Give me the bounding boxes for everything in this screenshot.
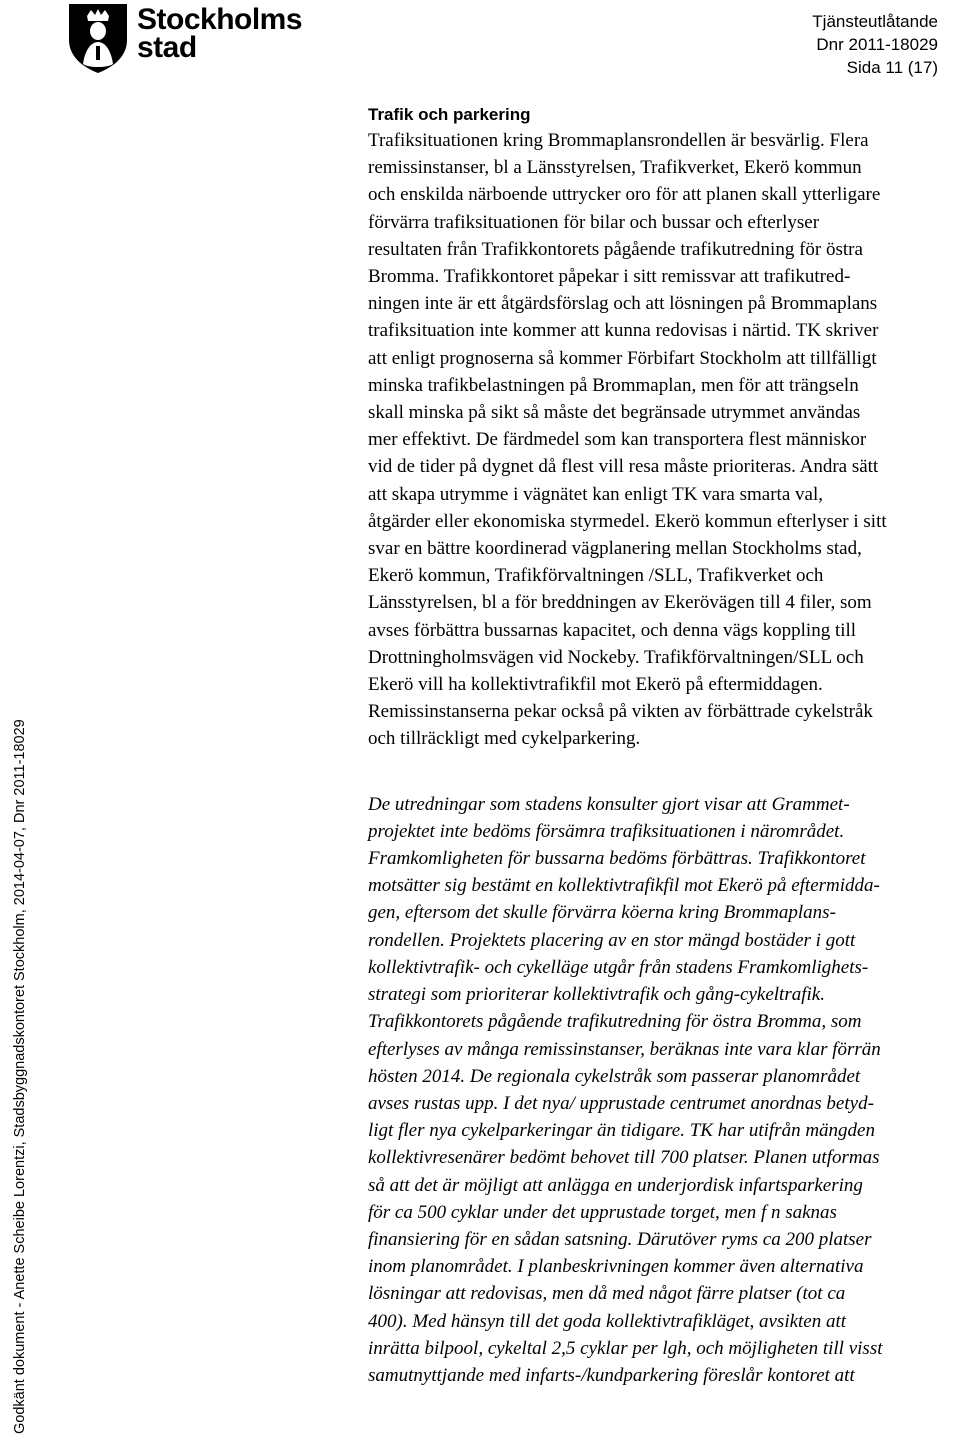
text-line: 400). Med hänsyn till det goda kollektivtrafikläget, avsikten att (368, 1310, 847, 1332)
text-line: De utredningar som stadens konsulter gjort visar att Grammet- (368, 793, 850, 815)
approval-sidebar-text: Godkänt dokument - Anette Scheibe Lorentzi, Stadsbyggnadskontoret Stockholm, 2014-04-07, Dnr 2011-18029 (12, 719, 28, 1434)
text-line: så att det är möjligt att anlägga en underjordisk infartsparkering (368, 1174, 863, 1196)
page-number: Sida 11 (17) (846, 58, 938, 77)
document-number: Dnr 2011-18029 (816, 35, 938, 54)
text-line: kollektivtrafik- och cykelläge utgår från stadens Framkomlighets- (368, 956, 869, 978)
text-line: lösningar att redovisas, men då med något färre platser (tot ca (368, 1283, 846, 1305)
text-line: och tillräckligt med cykelparkering. (368, 728, 641, 750)
text-line: mer effektivt. De färdmedel som kan transportera flest människor (368, 429, 867, 451)
text-line: skall minska på sikt så måste det begränsade utrymmet användas (368, 402, 861, 424)
text-line: kollektivresenärer bedömt behovet till 700 platser. Planen utformas (368, 1147, 880, 1169)
section-heading: Trafik och parkering (368, 105, 531, 124)
text-line: åtgärder eller ekonomiska styrmedel. Ekerö kommun efterlyser i sitt (368, 510, 887, 532)
paragraph-remissinstanser (368, 127, 943, 753)
text-line: för ca 500 cyklar under det upprustade torget, men f n saknas (368, 1201, 837, 1223)
main-content (368, 102, 943, 1389)
text-line: Trafiksituationen kring Brommaplansrondellen är besvärlig. Flera (368, 130, 869, 151)
text-line: inrätta bilpool, cykeltal 2,5 cyklar per lgh, och möjligheten till visst (368, 1337, 883, 1359)
text-line: Bromma. Trafikkontoret påpekar i sitt remissvar att trafikutred- (368, 266, 851, 288)
text-line: Remissinstanserna pekar också på vikten av förbättrade cykelstråk (368, 701, 873, 723)
text-line: resultaten från Trafikkontorets pågående trafikutredning för östra (368, 238, 863, 260)
text-line: inom planområdet. I planbeskrivningen kommer även alternativa (368, 1256, 864, 1278)
text-line: avses förbättra bussarnas kapacitet, och denna vägs koppling till (368, 619, 857, 641)
text-line: Ekerö kommun, Trafikförvaltningen /SLL, Trafikverket och (368, 565, 824, 587)
text-line: hösten 2014. De regionala cykelstråk som passerar planområdet (368, 1065, 861, 1087)
document-type: Tjänsteutlåtande (812, 12, 938, 31)
text-line: vid de tider på dygnet då flest vill resa måste prioriteras. Andra sätt (368, 456, 879, 478)
document-header (812, 10, 938, 79)
text-line: svar en bättre koordinerad vägplanering mellan Stockholms stad, (368, 538, 862, 560)
text-line: finansiering för en sådan satsning. Därutöver ryms ca 200 platser (368, 1228, 872, 1250)
paragraph-kontorets-kommentar (368, 791, 943, 1389)
text-line: Trafikkontorets pågående trafikutredning för östra Bromma, som (368, 1011, 862, 1033)
text-line: ningen inte är ett åtgärdsförslag och att lösningen på Brommaplans (368, 293, 878, 315)
text-line: remissinstanser, bl a Länsstyrelsen, Trafikverket, Ekerö kommun (368, 157, 862, 179)
text-line: att skapa utrymme i vägnätet kan enligt TK vara smarta val, (368, 483, 823, 505)
logo-text-stad: stad (137, 31, 197, 64)
text-line: avses rustas upp. I det nya/ upprustade centrumet anordnas betyd- (368, 1092, 874, 1114)
text-line: samutnyttjande med infarts-/kundparkering föreslår kontoret att (368, 1364, 855, 1386)
text-line: strategi som prioriterar kollektivtrafik och gång-cykeltrafik. (368, 984, 825, 1006)
text-line: motsätter sig bestämt en kollektivtrafikfil mot Ekerö på eftermidda- (368, 875, 880, 897)
stockholms-stad-logo (67, 2, 307, 74)
text-line: efterlyses av många remissinstanser, beräknas inte vara klar förrän (368, 1038, 881, 1060)
text-line: Länsstyrelsen, bl a för breddningen av Ekerövägen till 4 filer, som (368, 592, 872, 614)
text-line: rondellen. Projektets placering av en stor mängd bostäder i gott (368, 929, 856, 951)
city-crest-icon (67, 2, 129, 74)
logo-text-stockholms: Stockholms (137, 3, 303, 36)
text-line: projektet inte bedöms försämra trafiksituationen i närområdet. (368, 820, 845, 842)
text-line: och enskilda närboende uttrycker oro för att planen skall ytterligare (368, 184, 881, 206)
text-line: Ekerö vill ha kollektivtrafikfil mot Ekerö på eftermiddagen. (368, 674, 823, 696)
text-line: trafiksituation inte kommer att kunna redovisas i närtid. TK skriver (368, 320, 879, 342)
text-line: gen, eftersom det skulle förvärra köerna kring Brommaplans- (368, 902, 836, 924)
text-line: ligt fler nya cykelparkeringar än tidigare. TK har utifrån mängden (368, 1120, 875, 1142)
text-line: att enligt prognoserna så kommer Förbifart Stockholm att tillfälligt (368, 347, 877, 369)
text-line: minska trafikbelastningen på Brommaplan, men för att trängseln (368, 374, 859, 396)
text-line: Framkomligheten för bussarna bedöms förbättras. Trafikkontoret (368, 848, 866, 870)
text-line: förvärra trafiksituationen för bilar och bussar och efterlyser (368, 211, 820, 233)
text-line: Drottningholmsvägen vid Nockeby. Trafikförvaltningen/SLL och (368, 646, 864, 668)
